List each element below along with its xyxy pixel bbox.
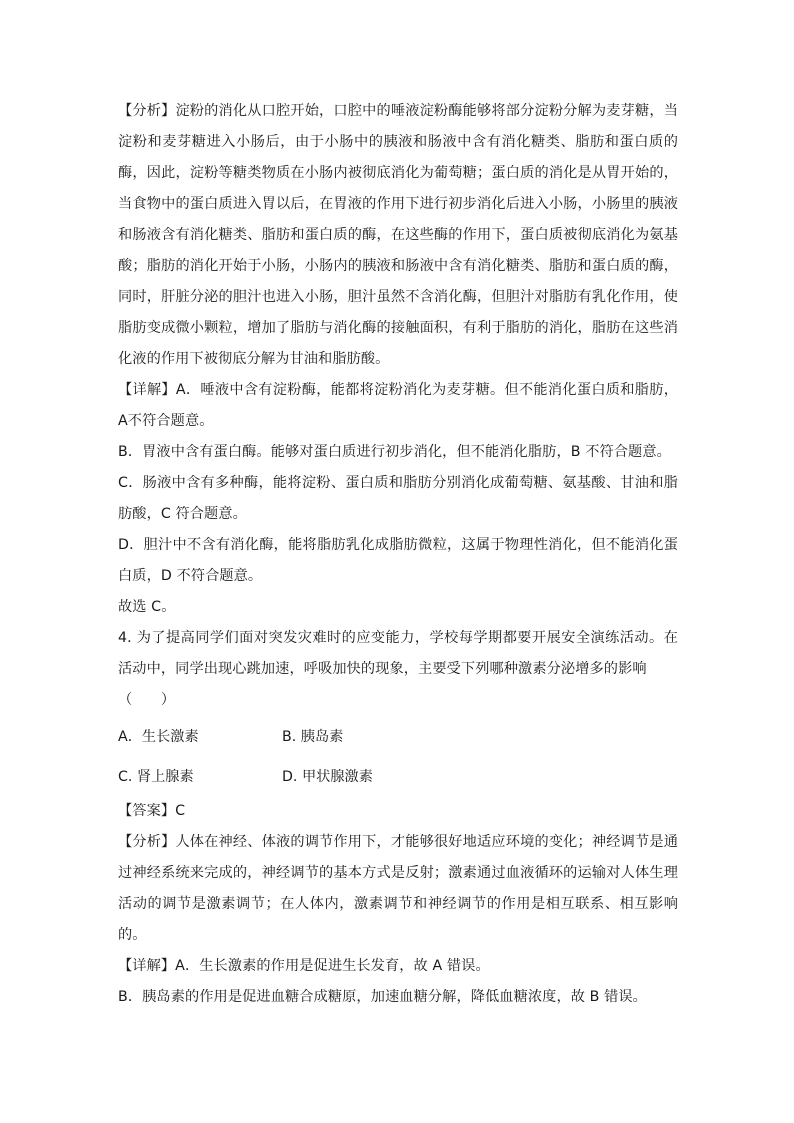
option-c: C. 肾上腺素: [118, 769, 194, 785]
q4-detail-a: 【详解】A．生长激素的作用是促进生长发育，故 A 错误。: [118, 958, 490, 974]
conclusion: 故选 C。: [118, 599, 176, 615]
detail-b: B．胃液中含有蛋白酶。能够对蛋白质进行初步消化，但不能消化脂肪，B 不符合题意。: [118, 444, 671, 460]
detail-c: C．肠液中含有多种酶，能将淀粉、蛋白质和脂肪分别消化成葡萄糖、氨基酸、甘油和脂肪酸，C 符合题意。: [118, 475, 678, 522]
document-page: [118, 96, 678, 1013]
question-4-paren: （ ）: [118, 692, 176, 708]
q4-analysis: 【分析】人体在神经、体液的调节作用下，才能够很好地适应环境的变化；神经调节是通过神经系统来完成的，神经调节的基本方式是反射；激素通过血液循环的运输对人体生理活动的调节是激素调节；在人体内，激素调节和神经调节的作用是相互联系、相互影响的。: [118, 834, 678, 943]
option-b: B. 胰岛素: [282, 729, 344, 745]
question-4-stem: 4. 为了提高同学们面对突发灾难时的应变能力，学校每学期都要开展安全演练活动。在活动中，同学出现心跳加速，呼吸加快的现象，主要受下列哪种激素分泌增多的影响: [118, 630, 678, 677]
option-a: A．生长激素: [118, 729, 199, 745]
detail-d: D．胆汁中不含有消化酶，能将脂肪乳化成脂肪微粒，这属于物理性消化，但不能消化蛋白质，D 不符合题意。: [118, 537, 678, 584]
choices-row-2: [118, 756, 678, 796]
answer: 【答案】C: [118, 803, 186, 819]
detail-a: 【详解】A．唾液中含有淀粉酶，能都将淀粉消化为麦芽糖。但不能消化蛋白质和脂肪，A不符合题意。: [118, 382, 678, 429]
analysis-paragraph: 【分析】淀粉的消化从口腔开始，口腔中的唾液淀粉酶能够将部分淀粉分解为麦芽糖，当淀粉和麦芽糖进入小肠后，由于小肠中的胰液和肠液中含有消化糖类、脂肪和蛋白质的酶，因此，淀粉等糖类物质在小肠内被彻底消化为葡萄糖；蛋白质的消化是从胃开始的，当食物中的蛋白质进入胃以后，在胃液的作用下进行初步消化后进入小肠，小肠里的胰液和肠液含有消化糖类、脂肪和蛋白质的酶，在这些酶的作用下，蛋白质被彻底消化为氨基酸；脂肪的消化开始于小肠，小肠内的胰液和肠液中含有消化糖类、脂肪和蛋白质的酶，同时，肝脏分泌的胆汁也进入小肠，胆汁虽然不含消化酶，但胆汁对脂肪有乳化作用，使脂肪变成微小颗粒，增加了脂肪与消化酶的接触面积，有利于脂肪的消化，脂肪在这些消化液的作用下被彻底分解为甘油和脂肪酸。: [118, 103, 678, 367]
choices-row-1: [118, 716, 678, 756]
option-d: D. 甲状腺激素: [282, 769, 373, 785]
q4-detail-b: B．胰岛素的作用是促进血糖合成糖原，加速血糖分解，降低血糖浓度，故 B 错误。: [118, 989, 647, 1005]
